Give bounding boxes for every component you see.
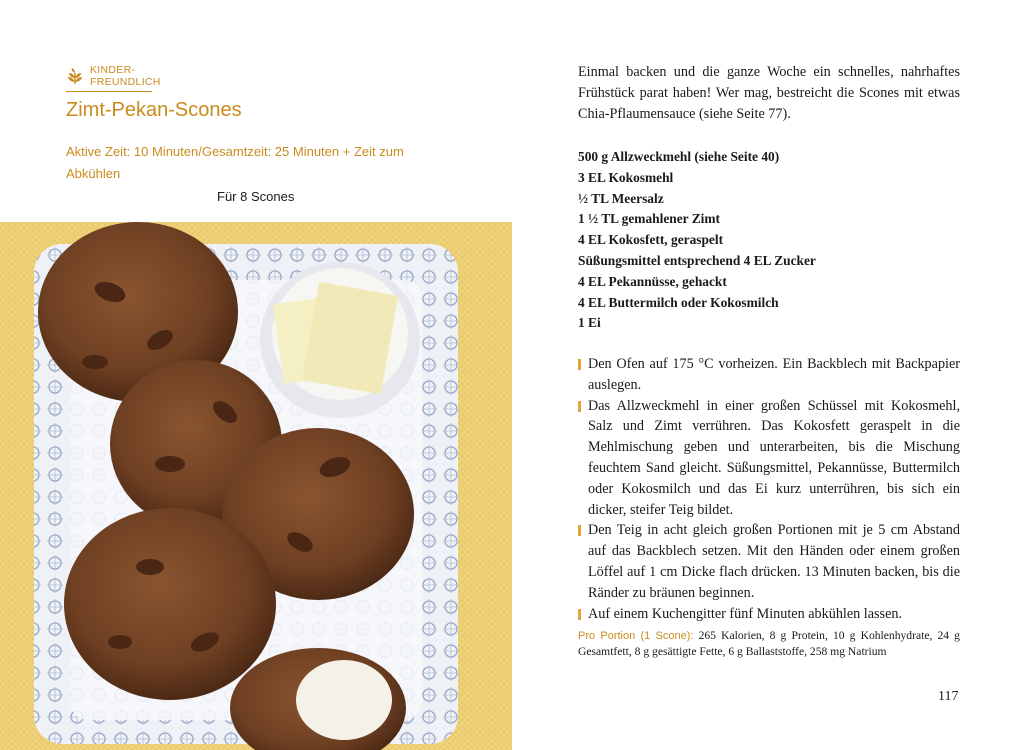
scones-photo [0, 222, 512, 750]
step-text: Den Teig in acht gleich großen Portionen mit je 5 cm Abstand auf das Backblech setzen. Mit den Händen oder einem großen Löffel auf 1 cm Dicke flach drücken. 13 Minuten backen, bis die Ränder zu bräunen beginnen. [588, 522, 960, 601]
ingredient-item: 1 ½ TL gemahlener Zimt [578, 211, 720, 227]
step-text: Den Ofen auf 175 °C vorheizen. Ein Backblech mit Backpapier auslegen. [588, 356, 960, 393]
badge-divider [66, 91, 152, 92]
recipe-intro: Einmal backen und die ganze Woche ein schnelles, nahrhaftes Frühstück parat haben! Wer mag, bestreicht die Scones mit etwas Chia-Pflaumensauce (siehe Seite 77). [578, 64, 960, 122]
ingredient-item: 3 EL Kokosmehl [578, 169, 674, 185]
recipe-title: Zimt-Pekan-Scones [66, 99, 242, 121]
ingredient-item: 4 EL Buttermilch oder Kokosmilch [578, 294, 779, 310]
step-text: Auf einem Kuchengitter fünf Minuten abkühlen lassen. [588, 605, 903, 622]
wheat-leaf-icon [66, 67, 84, 85]
ingredient-item: 1 Ei [578, 315, 601, 331]
ingredient-list [578, 147, 960, 334]
step-item [578, 520, 960, 603]
recipe-yield: Für 8 Scones [217, 189, 295, 204]
nutrition-info [578, 628, 960, 660]
step-item [578, 604, 960, 625]
step-bullet [578, 359, 581, 370]
ingredient-item: 4 EL Pekannüsse, gehackt [578, 273, 727, 289]
recipe-time: Aktive Zeit: 10 Minuten/Gesamtzeit: 25 Minuten + Zeit zum Abkühlen [66, 144, 404, 181]
instruction-steps [578, 354, 960, 624]
ingredient-item: ½ TL Meersalz [578, 190, 664, 206]
nutrition-text: 265 Kalorien, 8 g Protein, 10 g Kohlenhydrate, 24 g Gesamtfett, 8 g gesättigte Fette, 6 g Ballaststoffe, 258 mg Natrium [578, 629, 960, 658]
step-item [578, 396, 960, 521]
step-bullet [578, 401, 581, 412]
step-text: Das Allzweckmehl in einer großen Schüssel mit Kokosmehl, Salz und Zimt verrühren. Das Kokosfett geraspelt in die Mehlmischung geben und unterarbeiten, bis die Mischung feuchtem Sand gleicht. Süßungsmittel, Pekannüsse, Buttermilch oder Kokosmilch und das Ei kurz unterrühren, bis sich ein dicker, steifer Teig bildet. [588, 397, 960, 518]
ingredient-item: 4 EL Kokosfett, geraspelt [578, 232, 724, 248]
ingredient-item: Süßungsmittel entsprechend 4 EL Zucker [578, 252, 816, 268]
step-item [578, 354, 960, 396]
step-bullet [578, 609, 581, 620]
kid-friendly-badge [66, 64, 161, 88]
badge-label: KINDER- FREUNDLICH [90, 64, 161, 88]
step-bullet [578, 525, 581, 536]
page-number: 117 [938, 689, 959, 704]
nutrition-label: Pro Portion (1 Scone): [578, 630, 694, 642]
ingredient-item: 500 g Allzweckmehl (siehe Seite 40) [578, 149, 780, 164]
